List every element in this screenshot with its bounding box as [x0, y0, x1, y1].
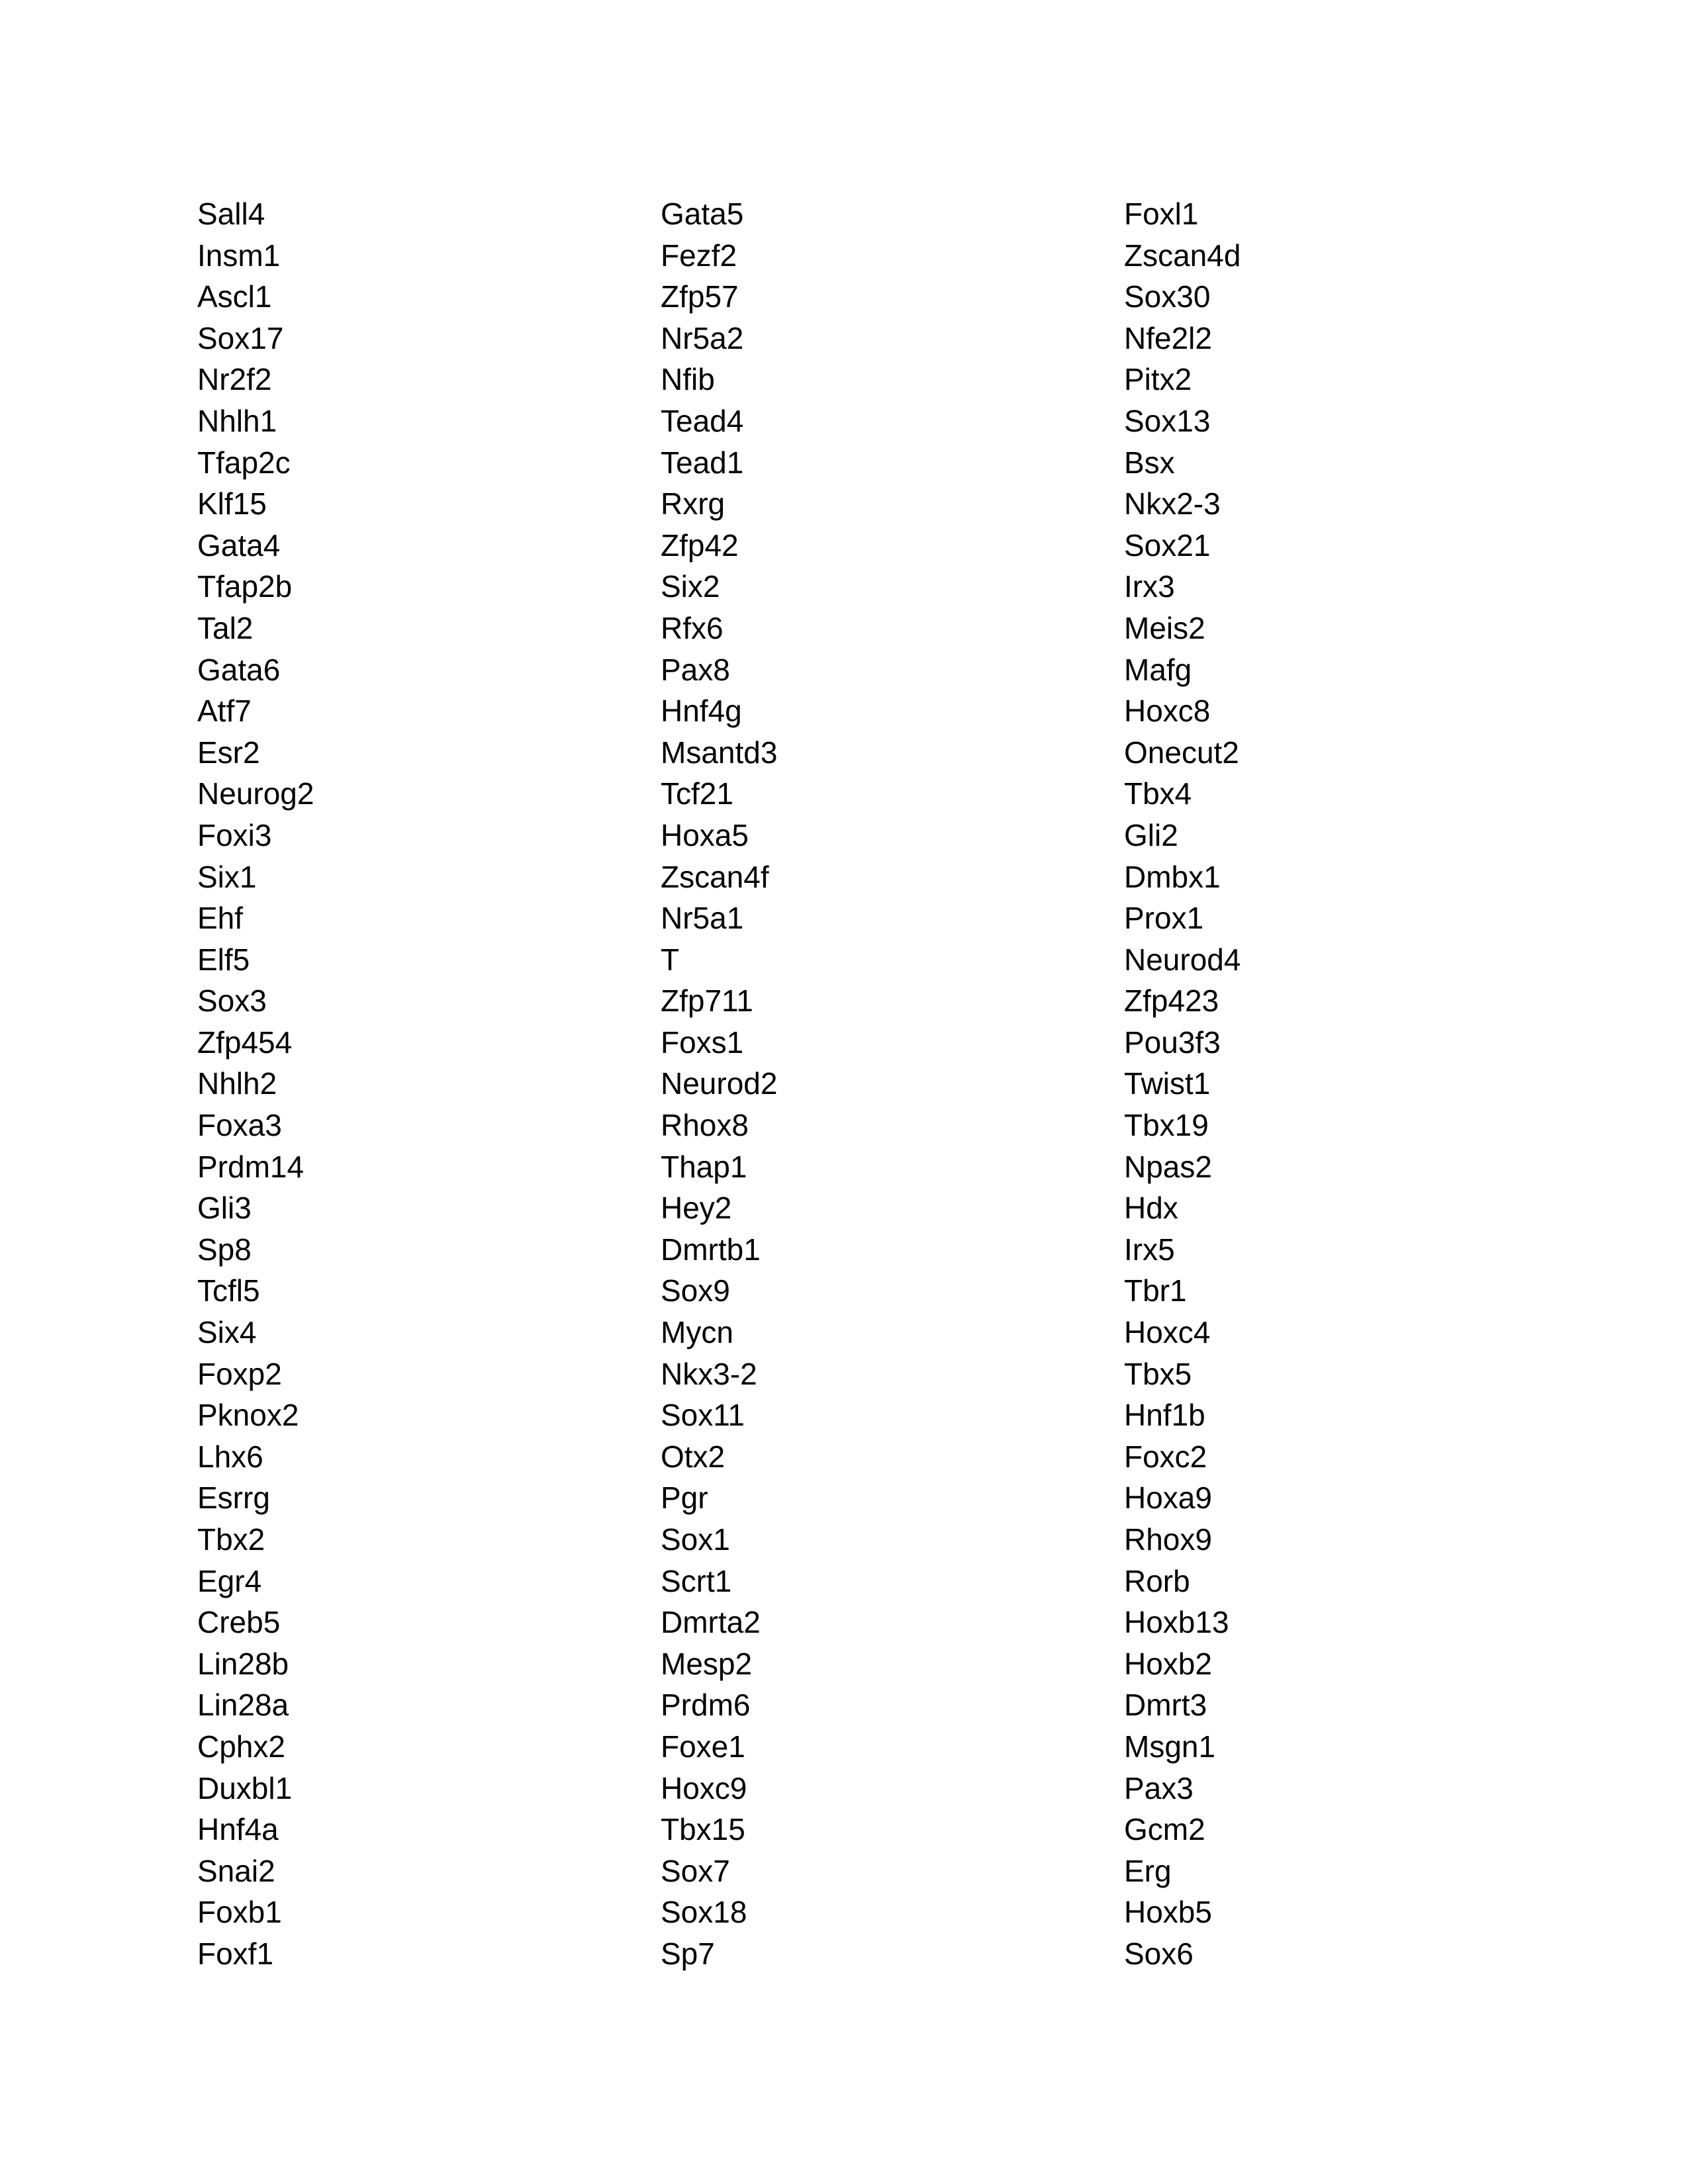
- gene-name: Foxe1: [661, 1729, 745, 1764]
- gene-name: Nr5a2: [661, 320, 744, 355]
- gene-name: Foxs1: [661, 1024, 744, 1060]
- gene-name: Otx2: [661, 1439, 726, 1474]
- gene-name: Nkx3-2: [661, 1356, 757, 1391]
- gene-name: Gli2: [1124, 817, 1178, 852]
- gene-name: Nfib: [661, 362, 715, 397]
- gene-name: Hnf4a: [197, 1812, 279, 1847]
- gene-name: Mesp2: [661, 1646, 753, 1681]
- gene-name: Gata4: [197, 527, 281, 563]
- gene-name: Ehf: [197, 901, 244, 936]
- gene-name: Duxbl1: [197, 1770, 293, 1805]
- gene-name: Dmrta2: [661, 1605, 761, 1640]
- gene-name: Klf15: [197, 486, 267, 522]
- gene-name: Gli3: [197, 1191, 252, 1226]
- gene-name: Bsx: [1124, 445, 1175, 480]
- gene-name: Zfp42: [661, 527, 739, 563]
- gene-name: Rhox9: [1124, 1522, 1212, 1557]
- gene-name: Sox11: [661, 1398, 745, 1433]
- gene-name: Zfp423: [1124, 983, 1219, 1019]
- gene-name: Thap1: [661, 1149, 747, 1184]
- gene-name: Msantd3: [661, 735, 778, 770]
- gene-name: Tbx15: [661, 1812, 745, 1847]
- gene-name: Tbx2: [197, 1522, 265, 1557]
- gene-name: Esrrg: [197, 1480, 270, 1516]
- gene-name: Zscan4f: [661, 859, 769, 894]
- gene-name: Tal2: [197, 610, 254, 645]
- gene-name: Foxp2: [197, 1356, 282, 1391]
- gene-name: Pitx2: [1124, 362, 1192, 397]
- gene-name: Hoxb13: [1124, 1605, 1229, 1640]
- gene-name: Rhox8: [661, 1108, 749, 1143]
- gene-name: Meis2: [1124, 610, 1205, 645]
- gene-name: Npas2: [1124, 1149, 1212, 1184]
- gene-name: Zfp711: [661, 983, 753, 1019]
- gene-name: Mycn: [661, 1315, 733, 1350]
- gene-name: Sox7: [661, 1853, 730, 1888]
- gene-name: Foxa3: [197, 1108, 282, 1143]
- gene-name: T: [661, 942, 680, 977]
- gene-name: Lhx6: [197, 1439, 263, 1474]
- gene-name: Hnf1b: [1124, 1398, 1205, 1433]
- gene-name: Foxc2: [1124, 1439, 1207, 1474]
- gene-name: Gcm2: [1124, 1812, 1205, 1847]
- gene-name: Sox21: [1124, 527, 1211, 563]
- gene-column-2: [661, 193, 1071, 1975]
- gene-name: Foxb1: [197, 1895, 282, 1930]
- gene-name: Creb5: [197, 1605, 281, 1640]
- gene-name: Sox1: [661, 1522, 730, 1557]
- gene-name: Lin28b: [197, 1646, 289, 1681]
- gene-name: Zfp454: [197, 1024, 293, 1060]
- gene-name: Prdm14: [197, 1149, 305, 1184]
- gene-name: Rfx6: [661, 610, 724, 645]
- gene-name: Insm1: [197, 238, 281, 273]
- gene-name: Nhlh2: [197, 1066, 277, 1101]
- gene-name: Sox30: [1124, 279, 1211, 314]
- gene-name: Tcf21: [661, 776, 733, 811]
- gene-name: Dmbx1: [1124, 859, 1221, 894]
- gene-name: Esr2: [197, 735, 260, 770]
- gene-name: Elf5: [197, 942, 250, 977]
- gene-name: Onecut2: [1124, 735, 1239, 770]
- gene-name: Nkx2-3: [1124, 486, 1221, 522]
- gene-name: Ascl1: [197, 279, 272, 314]
- gene-name: Nhlh1: [197, 403, 277, 438]
- gene-name: Tcfl5: [197, 1273, 260, 1308]
- gene-name: Six4: [197, 1315, 257, 1350]
- gene-name: Tbx5: [1124, 1356, 1192, 1391]
- gene-name: Tead4: [661, 403, 744, 438]
- gene-name: Neurod4: [1124, 942, 1241, 977]
- gene-name: Hey2: [661, 1191, 732, 1226]
- gene-name: Gata5: [661, 197, 744, 231]
- gene-name: Foxi3: [197, 817, 272, 852]
- gene-name: Hoxb2: [1124, 1646, 1212, 1681]
- gene-name: Cphx2: [197, 1729, 285, 1764]
- gene-name: Tbx19: [1124, 1108, 1209, 1143]
- gene-name: Hoxc9: [661, 1770, 747, 1805]
- gene-name: Rorb: [1124, 1563, 1190, 1598]
- gene-name: Prdm6: [661, 1688, 751, 1723]
- gene-name: Fezf2: [661, 238, 737, 273]
- gene-name: Tead1: [661, 445, 744, 480]
- gene-column-3: [1124, 193, 1534, 1975]
- gene-name: Sox9: [661, 1273, 730, 1308]
- gene-name: Pax8: [661, 652, 730, 687]
- gene-name: Zfp57: [661, 279, 739, 314]
- gene-name: Pknox2: [197, 1398, 299, 1433]
- gene-name: Sox3: [197, 983, 267, 1019]
- gene-name: Dmrtb1: [661, 1232, 761, 1267]
- gene-name: Foxf1: [197, 1936, 274, 1971]
- gene-name: Six2: [661, 569, 720, 604]
- gene-name: Tbr1: [1124, 1273, 1187, 1308]
- gene-name: Six1: [197, 859, 257, 894]
- gene-name: Mafg: [1124, 652, 1192, 687]
- gene-name: Irx3: [1124, 569, 1175, 604]
- gene-name: Hoxc8: [1124, 694, 1211, 729]
- gene-name: Lin28a: [197, 1688, 289, 1723]
- gene-name: Hdx: [1124, 1191, 1178, 1226]
- gene-name: Prox1: [1124, 901, 1204, 936]
- gene-name: Sox18: [661, 1895, 747, 1930]
- gene-name: Zscan4d: [1124, 238, 1241, 273]
- gene-name: Sp8: [197, 1232, 252, 1267]
- gene-name: Erg: [1124, 1853, 1172, 1888]
- gene-name: Hoxb5: [1124, 1895, 1212, 1930]
- gene-name: Sp7: [661, 1936, 715, 1971]
- gene-name: Irx5: [1124, 1232, 1175, 1267]
- gene-name: Sox17: [197, 320, 284, 355]
- gene-column-1: [197, 193, 608, 1975]
- gene-name: Scrt1: [661, 1563, 732, 1598]
- gene-name: Atf7: [197, 694, 252, 729]
- gene-name: Msgn1: [1124, 1729, 1216, 1764]
- gene-name: Pgr: [661, 1480, 708, 1516]
- gene-name: Nr2f2: [197, 362, 272, 397]
- gene-name: Tfap2b: [197, 569, 293, 604]
- gene-name: Nfe2l2: [1124, 320, 1212, 355]
- gene-name: Snai2: [197, 1853, 275, 1888]
- gene-name: Rxrg: [661, 486, 726, 522]
- gene-name: Hoxa9: [1124, 1480, 1212, 1516]
- gene-name: Neurog2: [197, 776, 314, 811]
- gene-name: Dmrt3: [1124, 1688, 1207, 1723]
- gene-name: Neurod2: [661, 1066, 778, 1101]
- gene-name: Twist1: [1124, 1066, 1211, 1101]
- gene-name: Egr4: [197, 1563, 262, 1598]
- gene-name: Gata6: [197, 652, 281, 687]
- gene-name: Pou3f3: [1124, 1024, 1221, 1060]
- gene-name: Sox6: [1124, 1936, 1194, 1971]
- gene-name: Tfap2c: [197, 445, 291, 480]
- gene-name: Hnf4g: [661, 694, 742, 729]
- gene-name: Nr5a1: [661, 901, 744, 936]
- gene-name: Hoxc4: [1124, 1315, 1211, 1350]
- gene-name: Pax3: [1124, 1770, 1194, 1805]
- gene-name: Hoxa5: [661, 817, 749, 852]
- gene-name: Tbx4: [1124, 776, 1192, 811]
- gene-name: Foxl1: [1124, 197, 1199, 231]
- gene-name: Sall4: [197, 197, 265, 231]
- gene-name: Sox13: [1124, 403, 1211, 438]
